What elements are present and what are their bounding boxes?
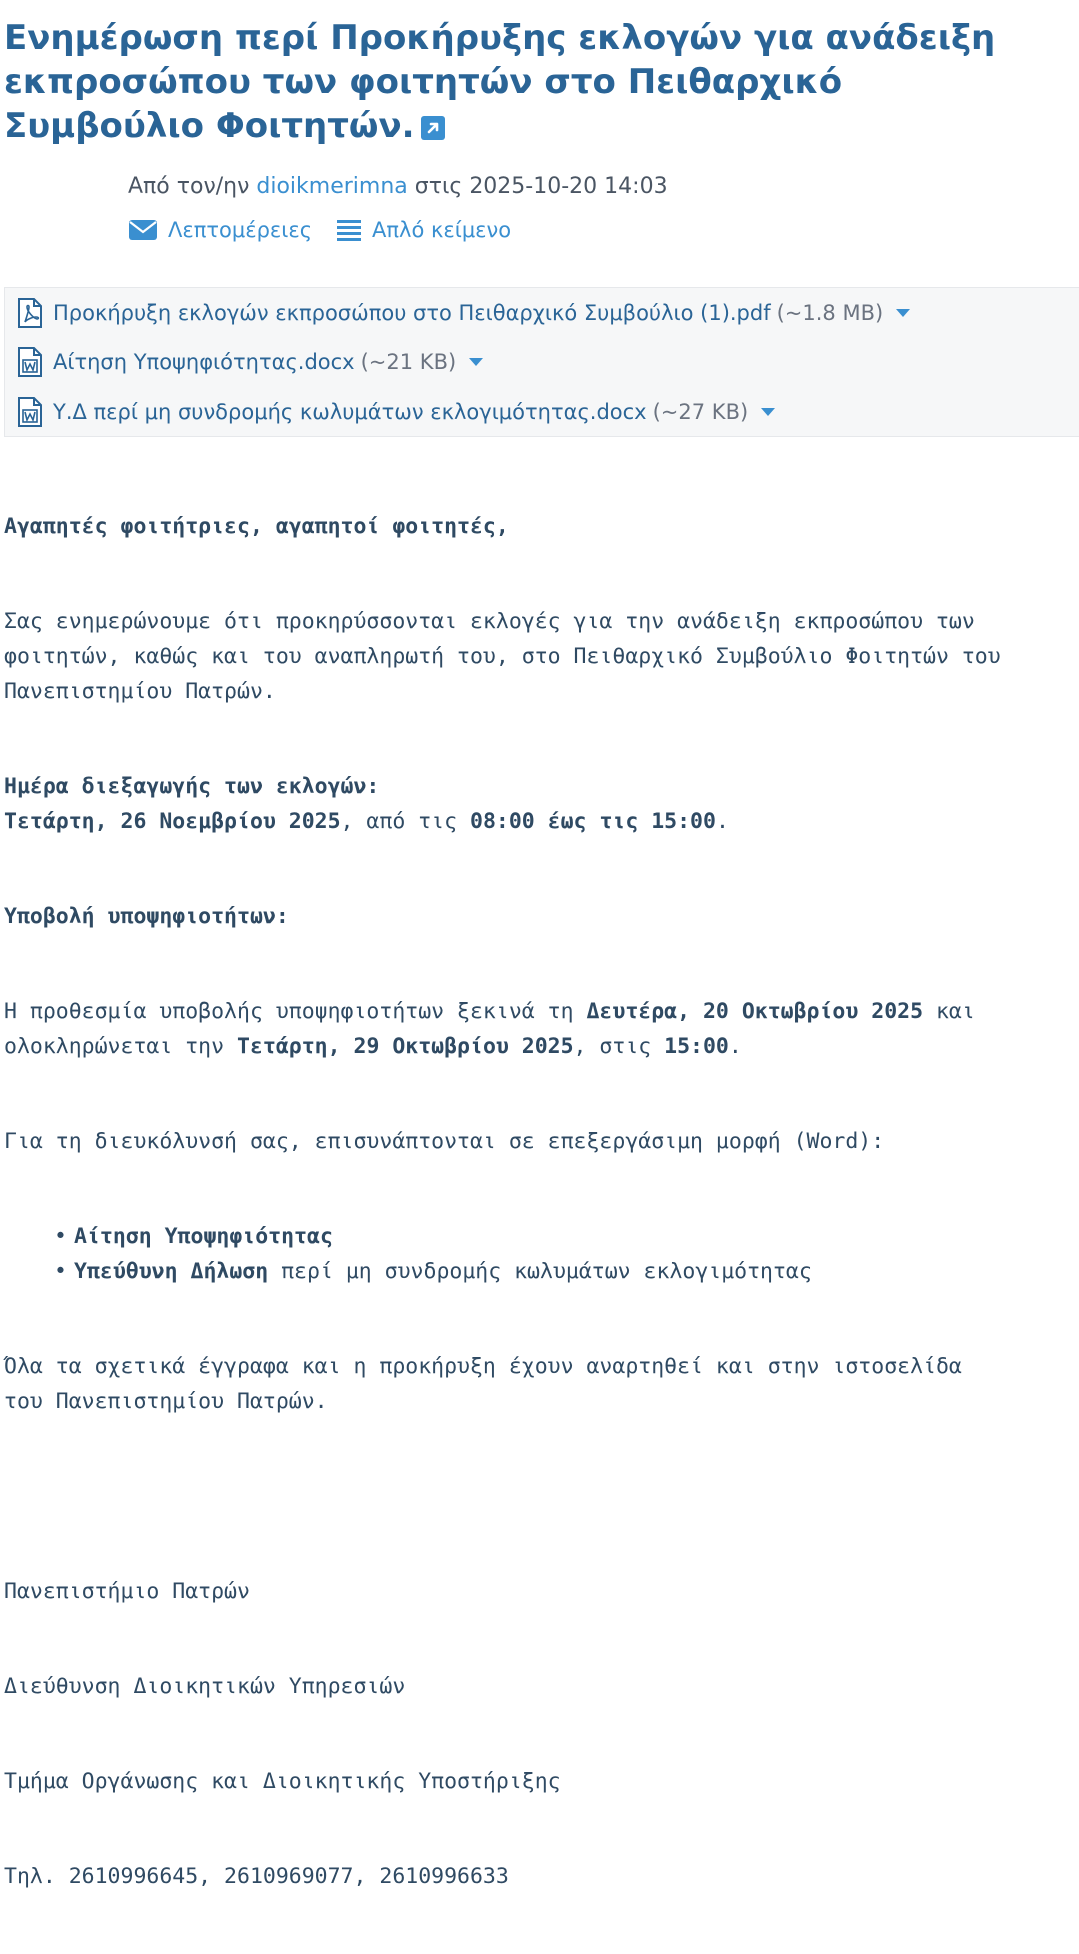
intro-line: φοιτητών, καθώς και του αναπληρωτή του, στο Πειθαρχικό Συμβούλιο Φοιτητών του: [4, 644, 1001, 669]
attached-note: Για τη διευκόλυνσή σας, επισυνάπτονται σε επεξεργάσιμη μορφή (Word):: [4, 1129, 885, 1154]
signature-university: Πανεπιστήμιο Πατρών: [4, 1579, 250, 1604]
bullet: •: [54, 1259, 67, 1284]
intro-line: Σας ενημερώνουμε ότι προκηρύσσονται εκλογές για την ανάδειξη εκπροσώπου των: [4, 609, 975, 634]
list-item-text-bold: Υπεύθυνη Δήλωση: [74, 1259, 269, 1284]
attachment-size: (~21 KB): [360, 350, 457, 374]
deadline-end-dot: .: [728, 1034, 742, 1059]
deadline-paragraph: [4, 994, 1079, 1064]
attachment-item[interactable]: [17, 395, 776, 429]
plain-text-label: Απλό κείμενο: [372, 218, 512, 242]
intro-paragraph: [4, 604, 1079, 709]
candidacy-label: Υποβολή υποψηφιοτήτων:: [4, 904, 289, 929]
details-label: Λεπτομέρειες: [168, 218, 313, 242]
external-link-icon[interactable]: [421, 107, 445, 131]
website-paragraph: [4, 1349, 1079, 1419]
message-date: 2025-10-20 14:03: [469, 174, 668, 199]
attachment-size: (~27 KB): [652, 400, 749, 424]
deadline-end-date: Τετάρτη, 29 Οκτωβρίου 2025: [237, 1034, 574, 1059]
list-item-text: Αίτηση Υποψηφιότητας: [74, 1224, 333, 1249]
pdf-file-icon: [17, 298, 43, 328]
plain-text-link[interactable]: [336, 218, 511, 242]
caret-down-icon[interactable]: [468, 357, 484, 367]
attachment-item[interactable]: [17, 296, 911, 330]
lines-icon: [336, 218, 362, 242]
word-file-icon: [17, 397, 43, 427]
deadline-start-date: Δευτέρα, 20 Οκτωβρίου 2025: [586, 999, 924, 1024]
election-day-line: [4, 804, 1079, 839]
word-file-icon: [17, 347, 43, 377]
website-line: του Πανεπιστημίου Πατρών.: [4, 1389, 328, 1414]
attachment-name: Αίτηση Υποψηφιότητας.docx: [53, 350, 355, 374]
list-item-text: περί μη συνδρομής κωλυμάτων εκλογιμότητας: [268, 1259, 812, 1284]
signature-department: Τμήμα Οργάνωσης και Διοικητικής Υποστήριξης: [4, 1769, 561, 1794]
attached-docs-list: [4, 1219, 1079, 1289]
envelope-icon: [128, 219, 158, 241]
election-day-date: Τετάρτη, 26 Νοεμβρίου 2025: [4, 809, 341, 834]
list-item: [4, 1254, 1079, 1289]
website-line: Όλα τα σχετικά έγγραφα και η προκήρυξη έχουν αναρτηθεί και στην ιστοσελίδα: [4, 1354, 962, 1379]
bullet: •: [54, 1224, 67, 1249]
deadline-line: [4, 1029, 1079, 1064]
deadline-l2-start: ολοκληρώνεται την: [4, 1034, 237, 1059]
date-prefix: στις: [414, 174, 463, 199]
message-actions: [128, 218, 535, 242]
caret-down-icon[interactable]: [760, 407, 776, 417]
attachment-name: Προκήρυξη εκλογών εκπροσώπου στο Πειθαρχικό Συμβούλιο (1).pdf: [53, 301, 771, 325]
attachment-size: (~1.8 MB): [776, 301, 884, 325]
details-link[interactable]: [128, 218, 312, 242]
spacer: [4, 1479, 1079, 1539]
message-body: [4, 474, 1079, 1954]
election-day-label: Ημέρα διεξαγωγής των εκλογών:: [4, 774, 380, 799]
message-meta: [128, 174, 668, 199]
message-title-text: Ενημέρωση περί Προκήρυξης εκλογών για ανάδειξη εκπροσώπου των φοιτητών στο Πειθαρχικό Συμβούλιο Φοιτητών.: [4, 18, 996, 146]
deadline-start: Η προθεσμία υποβολής υποψηφιοτήτων ξεκινά τη: [4, 999, 587, 1024]
author-link[interactable]: dioikmerimna: [256, 174, 408, 199]
intro-line: Πανεπιστημίου Πατρών.: [4, 679, 276, 704]
from-prefix: Από τον/ην: [128, 174, 250, 199]
attachment-name: Υ.Δ περί μη συνδρομής κωλυμάτων εκλογιμότητας.docx: [53, 400, 647, 424]
list-item: [4, 1219, 1079, 1254]
deadline-end-time: 15:00: [664, 1034, 729, 1059]
deadline-line: [4, 994, 1079, 1029]
election-day-mid: , από τις: [340, 809, 470, 834]
election-day-end: .: [715, 809, 729, 834]
signature-directorate: Διεύθυνση Διοικητικών Υπηρεσιών: [4, 1674, 406, 1699]
deadline-end-rest: , στις: [573, 1034, 665, 1059]
attachment-item[interactable]: [17, 345, 484, 379]
election-day-time: 08:00 έως τις 15:00: [470, 809, 716, 834]
deadline-and: και: [923, 999, 975, 1024]
attachment-list: [4, 287, 1079, 437]
signature-phone: Τηλ. 2610996645, 2610969077, 2610996633: [4, 1864, 509, 1889]
election-day-paragraph: [4, 769, 1079, 839]
message-title: [4, 16, 1004, 148]
greeting: Αγαπητές φοιτήτριες, αγαπητοί φοιτητές,: [4, 514, 509, 539]
caret-down-icon[interactable]: [895, 308, 911, 318]
